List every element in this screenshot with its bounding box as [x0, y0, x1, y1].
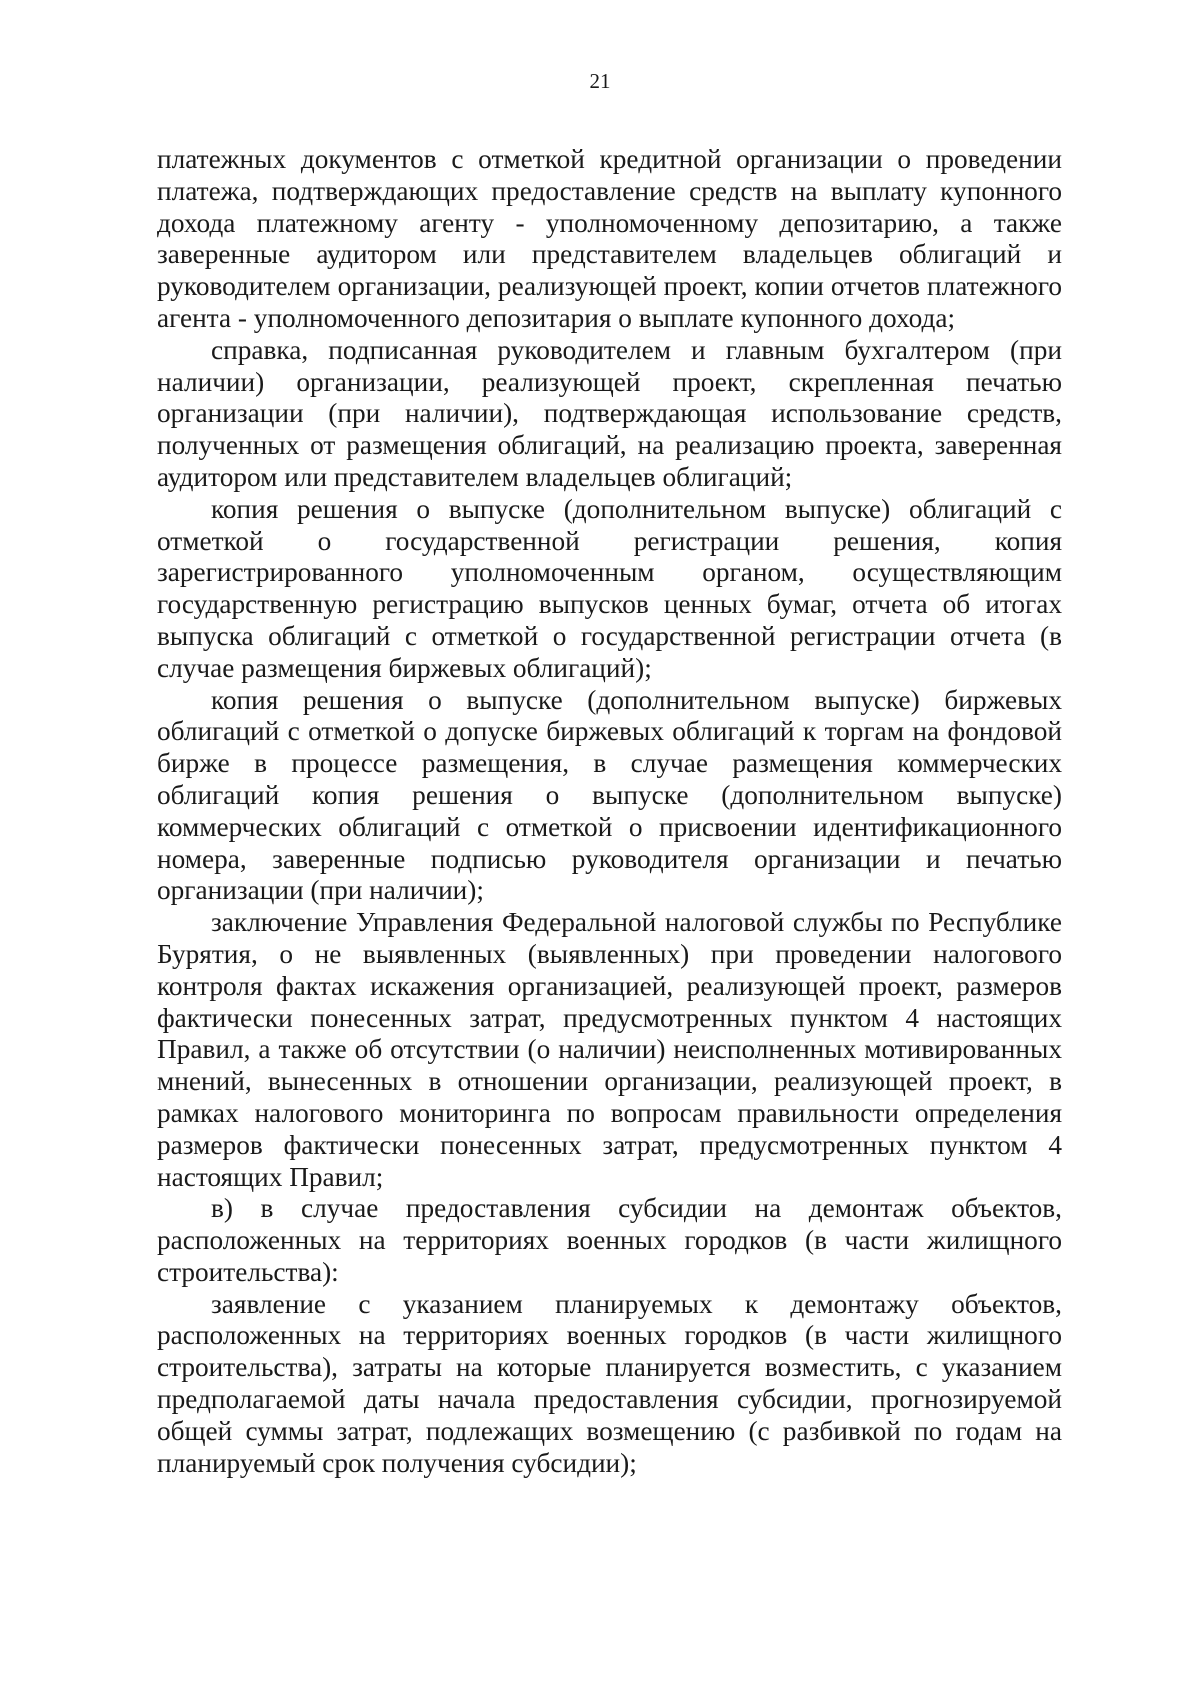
paragraph: заявление с указанием планируемых к демонтажу объектов, расположенных на территориях военных городков (в части жилищного строительства), затраты на которые планируется возместить, с указанием предполагаемой даты начала предоставления субсидии, прогнозируемой общей суммы затрат, подлежащих возмещению (с разбивкой по годам на планируемый срок получения субсидии);	[157, 1288, 1062, 1478]
paragraph: справка, подписанная руководителем и главным бухгалтером (при наличии) организации, реализующей проект, скрепленная печатью организации (при наличии), подтверждающая использование средств, полученных от размещения облигаций, на реализацию проекта, заверенная аудитором или представителем владельцев облигаций;	[157, 334, 1062, 492]
page-number: 21	[589, 69, 611, 93]
paragraph: копия решения о выпуске (дополнительном выпуске) облигаций с отметкой о государственной регистрации решения, копия зарегистрированного уполномоченным органом, осуществляющим государственную регистрацию выпусков ценных бумаг, отчета об итогах выпуска облигаций с отметкой о государственной регистрации отчета (в случае размещения биржевых облигаций);	[157, 493, 1062, 683]
paragraph-continuation: платежных документов с отметкой кредитной организации о проведении платежа, подтверждающих предоставление средств на выплату купонного дохода платежному агенту - уполномоченному депозитарию, а также заверенные аудитором или представителем владельцев облигаций и руководителем организации, реализующей проект, копии отчетов платежного агента - уполномоченного депозитария о выплате купонного дохода;	[157, 144, 1062, 333]
paragraph: в) в случае предоставления субсидии на демонтаж объектов, расположенных на территориях военных городков (в части жилищного строительства):	[157, 1193, 1062, 1287]
paragraph: заключение Управления Федеральной налоговой службы по Республике Бурятия, о не выявленных (выявленных) при проведении налогового контроля фактах искажения организацией, реализующей проект, размеров фактически понесенных затрат, предусмотренных пунктом 4 настоящих Правил, а также об отсутствии (о наличии) неисполненных мотивированных мнений, вынесенных в отношении организации, реализующей проект, в рамках налогового мониторинга по вопросам правильности определения размеров фактически понесенных затрат, предусмотренных пунктом 4 настоящих Правил;	[157, 907, 1062, 1192]
paragraph: копия решения о выпуске (дополнительном выпуске) биржевых облигаций с отметкой о допуске биржевых облигаций к торгам на фондовой бирже в процессе размещения, в случае размещения коммерческих облигаций копия решения о выпуске (дополнительном выпуске) коммерческих облигаций с отметкой о присвоении идентификационного номера, заверенные подписью руководителя организации и печатью организации (при наличии);	[157, 684, 1062, 906]
document-body	[157, 144, 1062, 1479]
